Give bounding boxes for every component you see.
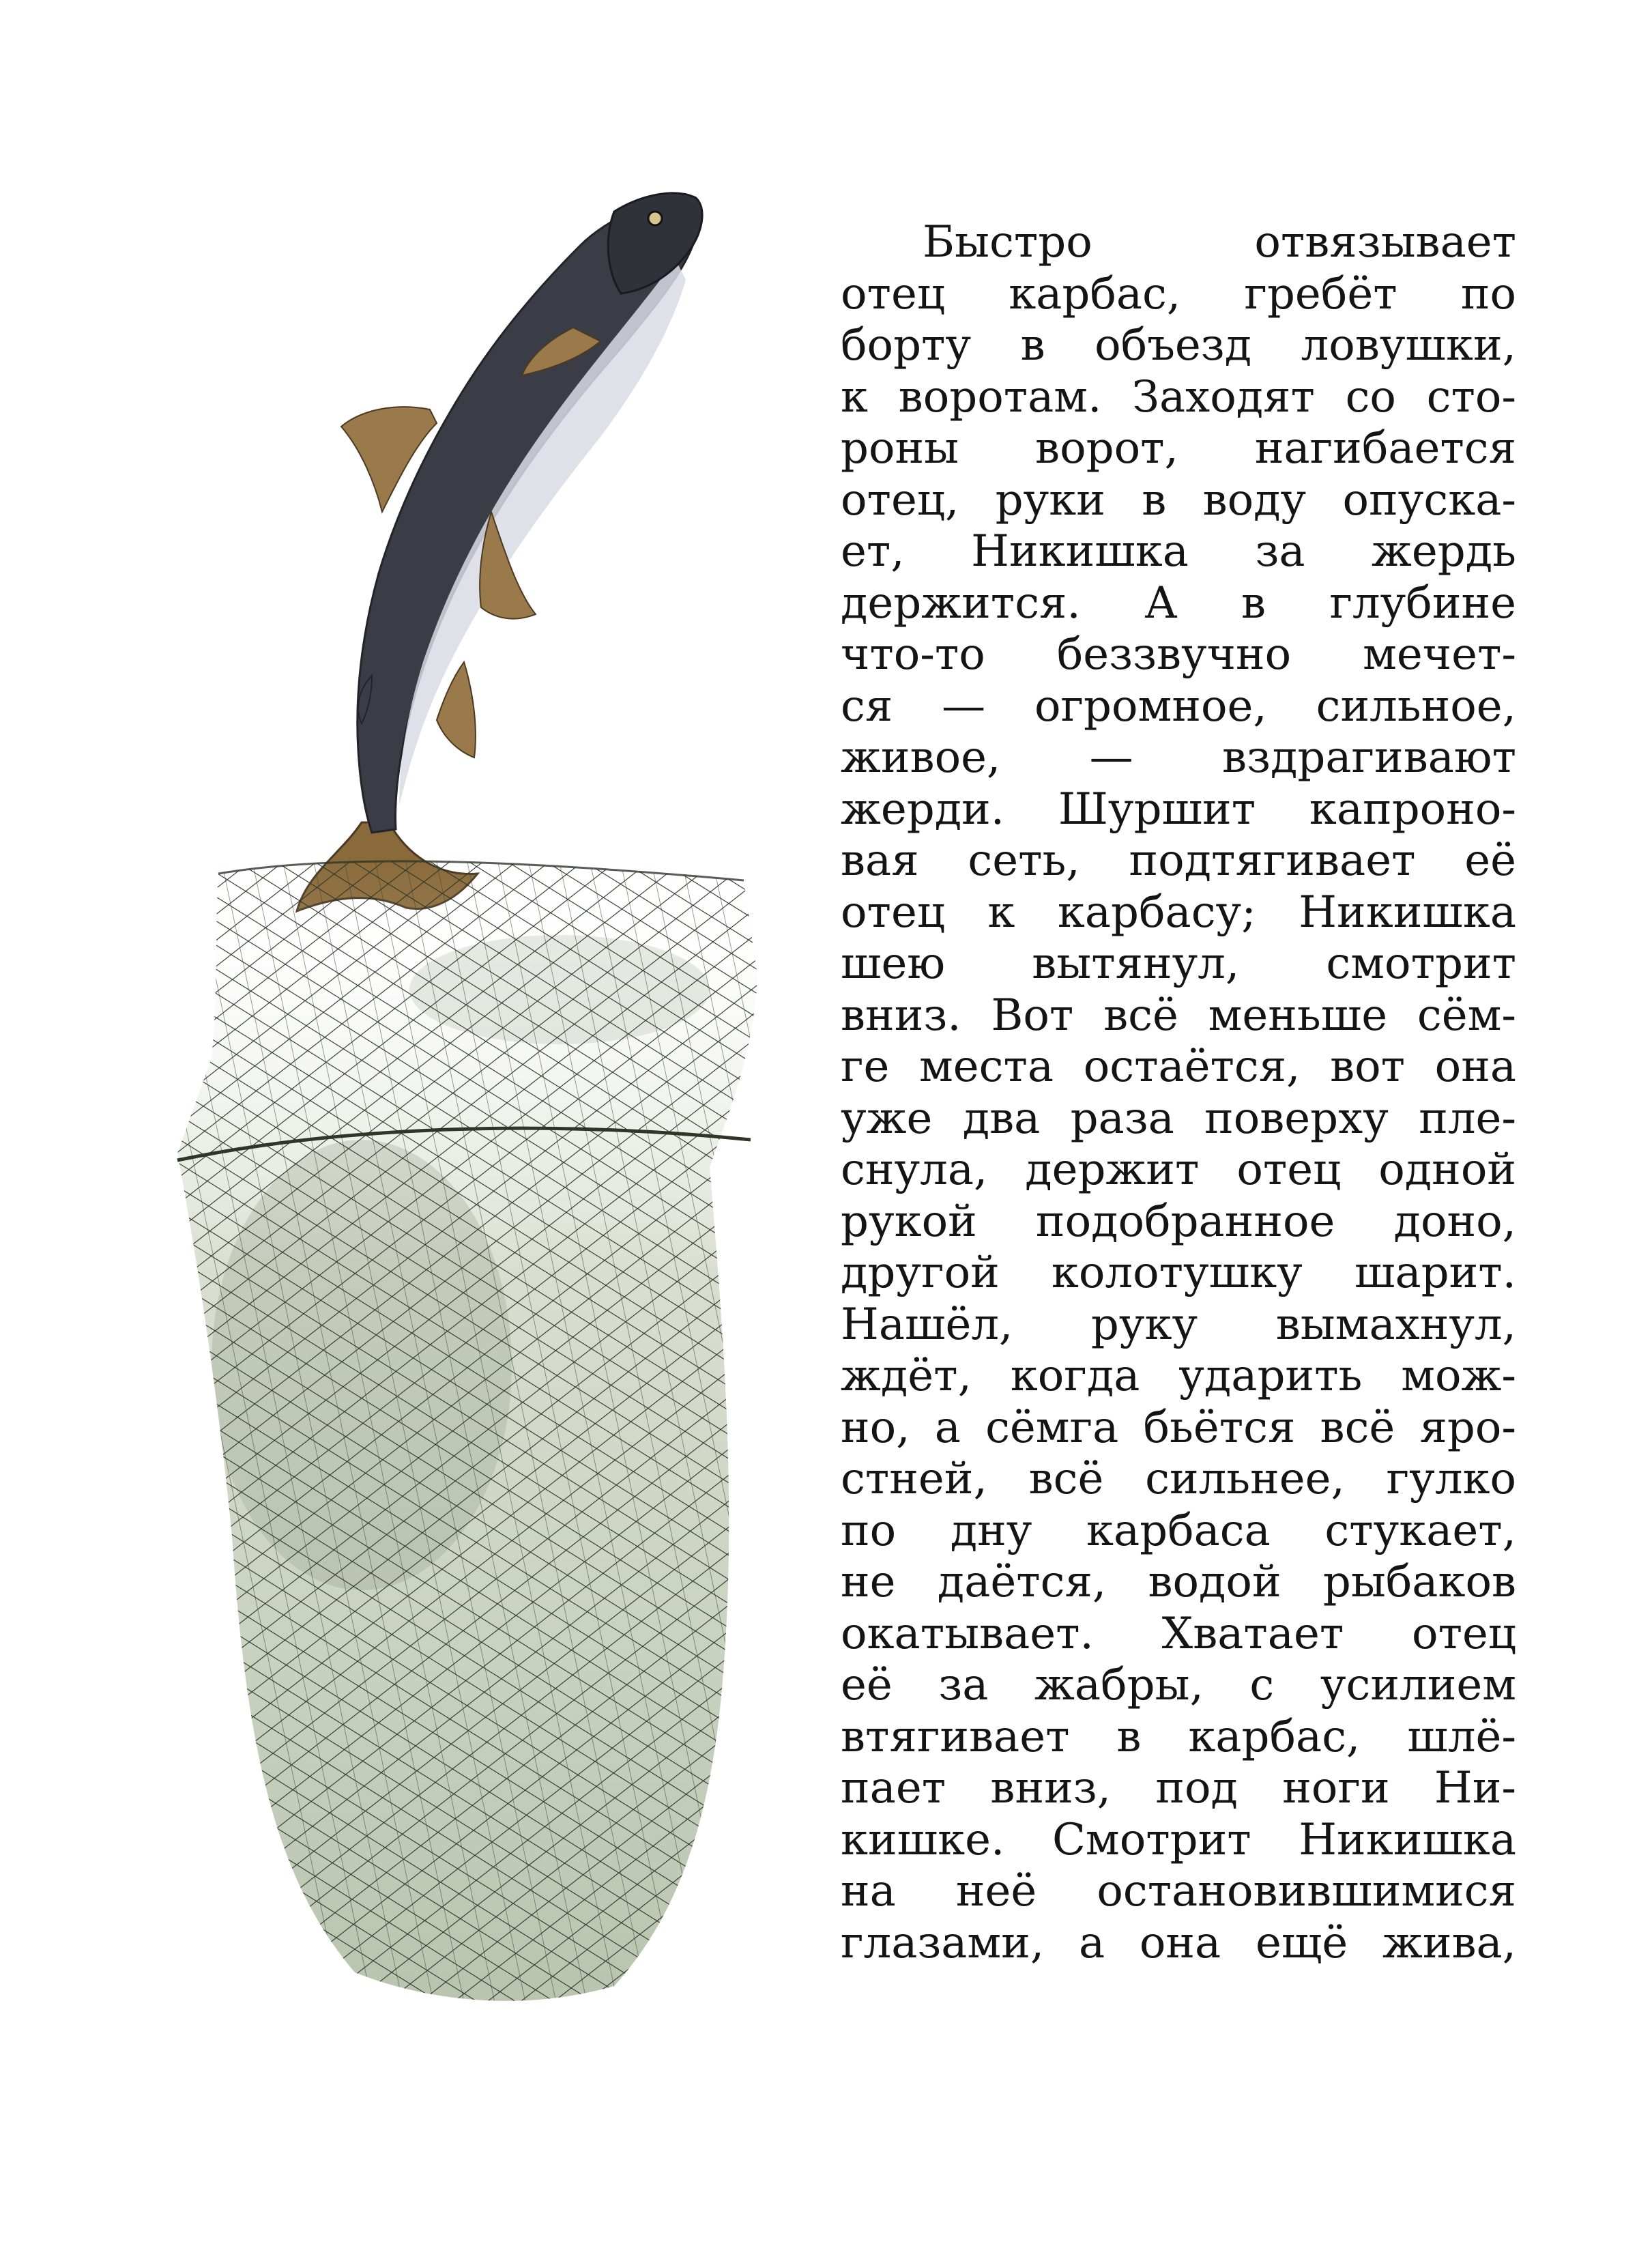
story-text bbox=[841, 217, 1516, 1969]
text-line: отец, руки в воду опуска- bbox=[841, 474, 1516, 526]
illustration bbox=[136, 171, 792, 2082]
illustration-svg bbox=[136, 171, 792, 2082]
text-line: но, а сёмга бьётся всё яро- bbox=[841, 1402, 1516, 1453]
text-line: Быстро отвязывает bbox=[923, 217, 1516, 268]
text-line: борту в объезд ловушки, bbox=[841, 320, 1516, 371]
salmon-illustration bbox=[297, 193, 702, 911]
text-line: окатывает. Хватает отец bbox=[841, 1608, 1516, 1659]
text-line: вниз. Вот всё меньше сём- bbox=[841, 990, 1516, 1041]
text-line: по дну карбаса стукает, bbox=[841, 1505, 1516, 1556]
text-line: ждёт, когда ударить мож- bbox=[841, 1351, 1516, 1401]
text-line: кишке. Смотрит Никишка bbox=[841, 1814, 1516, 1865]
text-line: ет, Никишка за жердь bbox=[841, 526, 1516, 577]
text-line: пает вниз, под ноги Ни- bbox=[841, 1763, 1516, 1813]
text-line: шею вытянул, смотрит bbox=[841, 938, 1516, 989]
text-line: на неё остановившимися bbox=[841, 1866, 1516, 1916]
salmon-head bbox=[608, 193, 702, 293]
text-line: к воротам. Заходят со сто- bbox=[841, 371, 1516, 422]
text-line: стней, всё сильнее, гулко bbox=[841, 1454, 1516, 1504]
fishing-net-illustration bbox=[136, 853, 792, 2047]
text-line: не даётся, водой рыбаков bbox=[841, 1557, 1516, 1607]
text-line: ся — огромное, сильное, bbox=[841, 680, 1516, 732]
text-line: втягивает в карбас, шлё- bbox=[841, 1711, 1516, 1762]
text-line: рукой подобранное доно, bbox=[841, 1196, 1516, 1247]
text-line: её за жабры, с усилием bbox=[841, 1660, 1516, 1710]
text-line: снула, держит отец одной bbox=[841, 1145, 1516, 1195]
text-line: глазами, а она ещё жива, bbox=[841, 1917, 1516, 1968]
text-line: отец карбас, гребёт по bbox=[841, 268, 1516, 319]
text-line: Нашёл, руку вымахнул, bbox=[841, 1299, 1516, 1350]
text-line: другой колотушку шарит. bbox=[841, 1248, 1516, 1298]
text-line: роны ворот, нагибается bbox=[841, 423, 1516, 474]
text-line: живое, — вздрагивают bbox=[841, 732, 1516, 783]
net-mesh-c bbox=[136, 853, 792, 2047]
text-line: вая сеть, подтягивает её bbox=[841, 835, 1516, 886]
text-line: ге места остаётся, вот она bbox=[841, 1041, 1516, 1092]
text-line: держится. А в глубине bbox=[841, 577, 1516, 629]
text-line: уже два раза поверху пле- bbox=[841, 1093, 1516, 1144]
text-line: жерди. Шуршит капроно- bbox=[841, 784, 1516, 835]
text-line: отец к карбасу; Никишка bbox=[841, 887, 1516, 938]
text-line: что-то беззвучно мечет- bbox=[841, 629, 1516, 680]
salmon-eye bbox=[648, 212, 662, 225]
